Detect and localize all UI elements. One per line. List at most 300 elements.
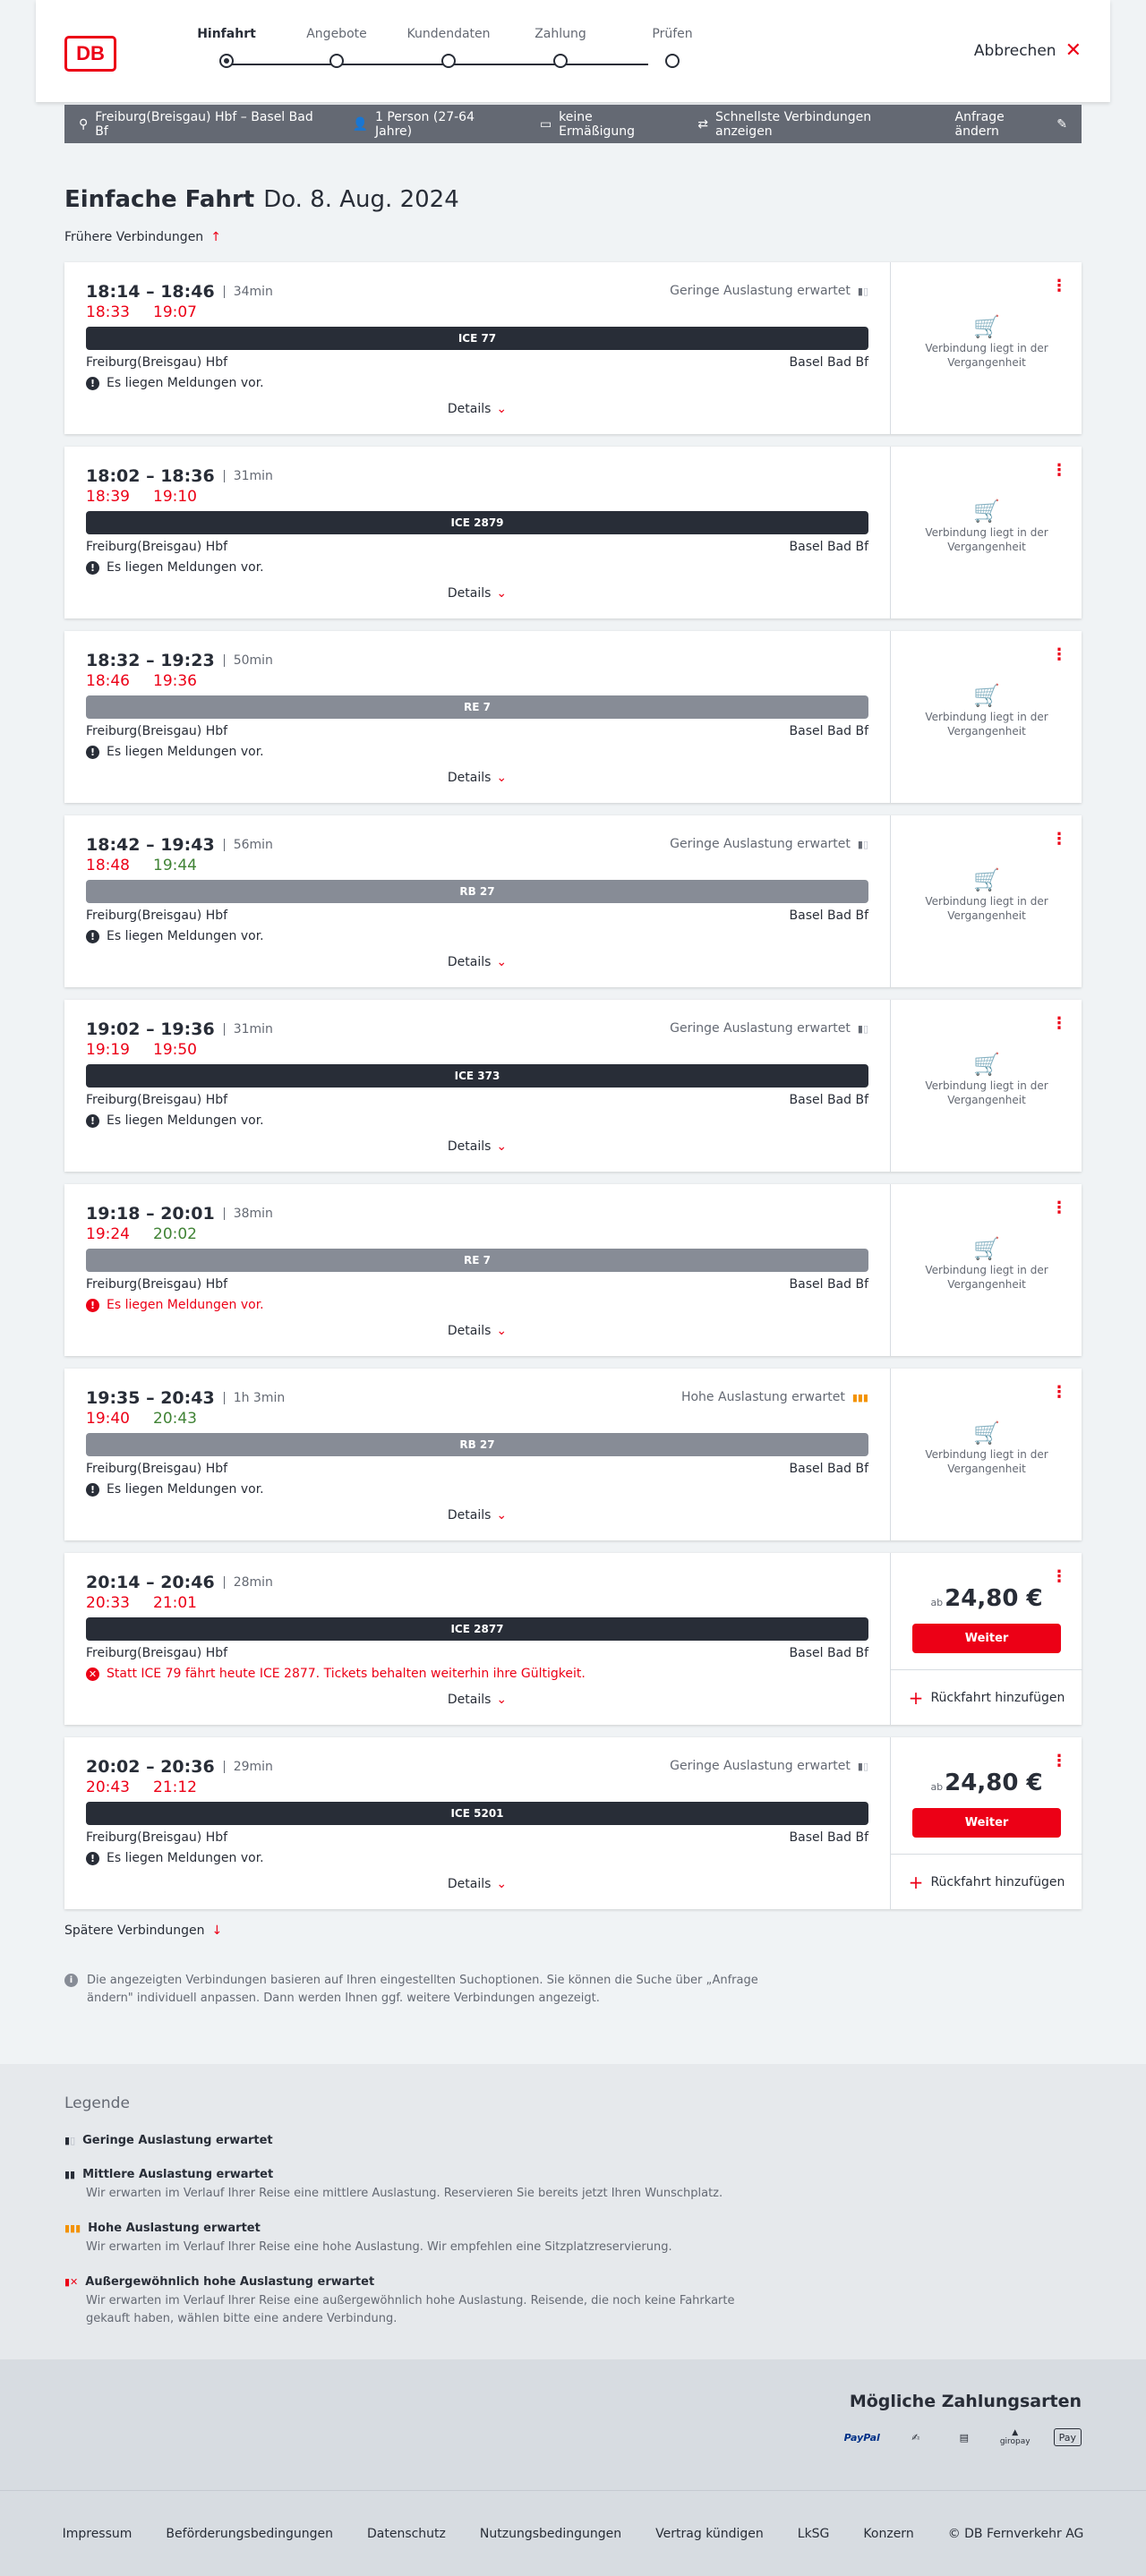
booking-panel	[890, 1000, 1082, 1172]
connection-times	[86, 466, 273, 486]
step-kundendaten[interactable]	[390, 27, 507, 68]
load-text: Hohe Auslastung erwartet	[680, 1390, 845, 1404]
connection-card	[64, 262, 1082, 434]
cancel-circle-icon: ✕	[86, 1668, 99, 1681]
planned-times: 19:02 – 19:36	[86, 1019, 215, 1039]
fastest-text: Schnellste Verbindungen anzeigen	[715, 109, 872, 139]
destination-station: Basel Bad Bf	[789, 724, 868, 738]
alert-icon: !	[86, 377, 99, 390]
connection-details	[64, 1000, 890, 1172]
message-notice	[86, 1851, 264, 1865]
booking-panel	[890, 1553, 1082, 1725]
train-name: ICE 373	[454, 1070, 500, 1082]
earlier-connections-link[interactable]	[64, 230, 221, 244]
realtime-departure: 19:24	[86, 1225, 130, 1243]
stations	[86, 908, 868, 923]
connection-card	[64, 1553, 1082, 1725]
train-bar	[86, 1064, 868, 1088]
cancel-label: Abbrechen	[973, 42, 1056, 60]
continue-button[interactable]: Weiter	[912, 1808, 1061, 1838]
past-connection-note	[891, 1420, 1082, 1476]
train-bar	[86, 327, 868, 350]
connection-times	[86, 835, 273, 855]
footer-link-datenschutz[interactable]: Datenschutz	[366, 2526, 446, 2541]
stations	[86, 1462, 868, 1476]
origin-station: Freiburg(Breisgau) Hbf	[86, 1646, 228, 1660]
details-toggle[interactable]	[64, 771, 890, 785]
connection-details	[64, 447, 890, 618]
destination-station: Basel Bad Bf	[789, 1462, 868, 1476]
train-name: ICE 77	[458, 332, 497, 345]
stations	[86, 1093, 868, 1107]
price-value: 24,80 €	[945, 1770, 1043, 1796]
price	[891, 1585, 1082, 1612]
connection-card	[64, 1000, 1082, 1172]
more-options-icon[interactable]: ⋮	[1051, 830, 1067, 849]
payment-title: Mögliche Zahlungsarten	[849, 2392, 1082, 2411]
connection-card	[64, 1737, 1082, 1909]
realtime-arrival: 19:36	[153, 672, 197, 690]
realtime-arrival: 19:44	[153, 857, 197, 874]
duration: 38min	[224, 1207, 273, 1220]
destination-station: Basel Bad Bf	[789, 1830, 868, 1845]
chevron-down-icon: ⌄	[496, 1324, 508, 1338]
load-indicator	[670, 284, 868, 298]
trip-date: Do. 8. Aug. 2024	[263, 186, 459, 213]
load-text: Geringe Auslastung erwartet	[670, 284, 851, 298]
connection-times	[86, 1573, 273, 1592]
connection-details	[64, 1553, 890, 1725]
price-prefix: ab	[930, 1781, 944, 1793]
train-bar	[86, 1433, 868, 1456]
cancel-button[interactable]	[974, 41, 1082, 61]
message-text: Es liegen Meldungen vor.	[107, 376, 264, 390]
page-title	[64, 186, 459, 213]
origin-station: Freiburg(Breisgau) Hbf	[86, 1462, 228, 1476]
train-bar	[86, 1617, 868, 1641]
duration: 56min	[224, 839, 273, 851]
destination-station: Basel Bad Bf	[789, 1277, 868, 1292]
alert-icon: !	[86, 1483, 99, 1497]
past-connection-note	[891, 499, 1082, 554]
more-options-icon[interactable]: ⋮	[1051, 1198, 1067, 1217]
alert-icon: !	[86, 746, 99, 759]
chevron-down-icon: ⌄	[496, 1139, 508, 1154]
booking-panel	[890, 1369, 1082, 1540]
realtime-departure: 18:46	[86, 672, 130, 690]
connection-card	[64, 447, 1082, 618]
pencil-icon: ✎	[1056, 116, 1067, 132]
chevron-down-icon: ⌄	[496, 771, 508, 785]
details-label: Details	[447, 1508, 492, 1523]
duration: 28min	[224, 1576, 273, 1589]
stations	[86, 355, 868, 370]
apple-pay-icon	[1054, 2428, 1082, 2446]
stations	[86, 540, 868, 554]
step-label: Prüfen	[652, 27, 693, 41]
origin-station: Freiburg(Breisgau) Hbf	[86, 724, 228, 738]
connection-details	[64, 262, 890, 434]
later-label: Spätere Verbindungen	[64, 1923, 205, 1938]
details-toggle[interactable]	[64, 1139, 890, 1154]
load-indicator	[670, 1021, 868, 1036]
past-connection-note	[891, 1236, 1082, 1292]
load-indicator	[670, 837, 868, 851]
past-connection-note	[891, 867, 1082, 923]
message-notice	[86, 1298, 264, 1312]
cart-icon: 🛒	[973, 1236, 1000, 1261]
more-options-icon[interactable]: ⋮	[1051, 1752, 1067, 1770]
details-toggle[interactable]	[64, 1324, 890, 1338]
stations	[86, 1646, 868, 1660]
sepa-icon: ✍	[911, 2431, 920, 2444]
details-toggle[interactable]	[64, 586, 890, 601]
page-footer	[0, 2490, 1146, 2576]
very-high-load-icon: ▮✕	[64, 2276, 79, 2288]
details-toggle[interactable]	[64, 1877, 890, 1891]
duration: 34min	[224, 286, 273, 298]
location-pin-icon: ⚲	[79, 116, 89, 132]
message-text: Es liegen Meldungen vor.	[107, 1482, 264, 1497]
continue-button[interactable]: Weiter	[912, 1624, 1061, 1653]
stations	[86, 1830, 868, 1845]
message-notice	[86, 745, 264, 759]
apple-pay-label: Pay	[1058, 2431, 1076, 2444]
message-text: Es liegen Meldungen vor.	[107, 560, 264, 575]
cart-icon: 🛒	[973, 1420, 1000, 1446]
duration: 31min	[224, 1023, 273, 1036]
giropay-label: giropay	[999, 2437, 1031, 2446]
booking-panel	[890, 447, 1082, 618]
connection-card	[64, 1369, 1082, 1540]
past-connection-note	[891, 683, 1082, 738]
legend-item-title: Geringe Auslastung erwartet	[82, 2134, 273, 2147]
planned-times: 19:18 – 20:01	[86, 1204, 215, 1224]
booking-panel	[890, 815, 1082, 987]
realtime-departure: 19:40	[86, 1410, 130, 1428]
connection-card	[64, 1184, 1082, 1356]
connection-details	[64, 1737, 890, 1909]
add-return-button[interactable]	[891, 1669, 1082, 1725]
details-toggle[interactable]	[64, 955, 890, 969]
step-zahlung[interactable]	[502, 27, 619, 68]
realtime-departure: 20:43	[86, 1778, 130, 1796]
origin-station: Freiburg(Breisgau) Hbf	[86, 540, 228, 554]
origin-station: Freiburg(Breisgau) Hbf	[86, 908, 228, 923]
message-notice	[86, 376, 264, 390]
destination-station: Basel Bad Bf	[789, 1093, 868, 1107]
details-label: Details	[447, 1324, 492, 1338]
past-text: Verbindung liegt in der Vergangenheit	[925, 342, 1048, 369]
cart-icon: 🛒	[973, 683, 1000, 708]
details-toggle[interactable]	[64, 1508, 890, 1523]
realtime-departure: 18:33	[86, 303, 130, 321]
train-bar	[86, 511, 868, 534]
price	[891, 1770, 1082, 1796]
past-text: Verbindung liegt in der Vergangenheit	[925, 526, 1048, 553]
info-icon: i	[64, 1974, 78, 1987]
details-label: Details	[447, 1693, 492, 1707]
swap-icon: ⇄	[697, 116, 708, 132]
card-icon: ▭	[539, 116, 552, 132]
realtime-times	[86, 303, 197, 321]
legend-item-high	[64, 2222, 763, 2256]
train-name: RB 27	[459, 885, 495, 898]
origin-station: Freiburg(Breisgau) Hbf	[86, 355, 228, 370]
realtime-arrival: 19:50	[153, 1041, 197, 1059]
connection-times	[86, 651, 273, 670]
alert-icon: !	[86, 1114, 99, 1128]
footer-link-konzern[interactable]: Konzern	[863, 2526, 914, 2541]
message-notice	[86, 1667, 586, 1681]
details-label: Details	[447, 1877, 492, 1891]
high-load-icon: ▮▮▮	[851, 1391, 868, 1403]
train-bar	[86, 695, 868, 719]
details-toggle[interactable]	[64, 1693, 890, 1707]
details-toggle[interactable]	[64, 402, 890, 416]
low-load-icon: ▮▯	[857, 838, 868, 850]
duration: 50min	[224, 654, 273, 667]
train-name: ICE 2877	[450, 1623, 504, 1635]
alert-icon: !	[86, 561, 99, 575]
cart-icon: 🛒	[973, 499, 1000, 524]
realtime-arrival: 19:07	[153, 303, 197, 321]
load-indicator	[681, 1390, 868, 1404]
low-load-icon: ▮▯	[857, 285, 868, 297]
planned-times: 18:14 – 18:46	[86, 282, 215, 302]
realtime-times	[86, 1778, 197, 1796]
realtime-arrival: 21:12	[153, 1778, 197, 1796]
search-info-note	[64, 1972, 763, 2008]
add-return-label: Rückfahrt hinzufügen	[930, 1874, 1065, 1889]
footer-link-lksg[interactable]: LkSG	[797, 2526, 830, 2541]
route-text: Freiburg(Breisgau) Hbf – Basel Bad Bf	[95, 109, 313, 139]
add-return-button[interactable]	[891, 1854, 1082, 1909]
booking-panel	[890, 1184, 1082, 1356]
train-name: ICE 5201	[450, 1807, 504, 1820]
alert-icon: !	[86, 930, 99, 943]
train-name: ICE 2879	[450, 516, 504, 529]
step-dot	[665, 54, 680, 68]
legend-item-desc: Wir erwarten im Verlauf Ihrer Reise eine außergewöhnlich hohe Auslastung. Reisende, die noch keine Fahrkarte gekauft haben, wählen bitte eine andere Verbindung.	[86, 2294, 735, 2325]
message-text: Es liegen Meldungen vor.	[107, 929, 264, 943]
past-text: Verbindung liegt in der Vergangenheit	[925, 895, 1048, 922]
connection-times	[86, 1757, 273, 1777]
load-text: Geringe Auslastung erwartet	[670, 1759, 851, 1773]
info-text: Die angezeigten Verbindungen basieren auf Ihren eingestellten Suchoptionen. Sie können die Suche über „Anfrage ändern" individuell anpassen. Dann werden Ihnen ggf. weitere Verbindungen angezeigt.	[87, 1974, 758, 2005]
message-notice	[86, 929, 264, 943]
destination-station: Basel Bad Bf	[789, 355, 868, 370]
route-info	[79, 110, 324, 139]
legend-item-very-high	[64, 2275, 763, 2328]
past-text: Verbindung liegt in der Vergangenheit	[925, 1079, 1048, 1106]
footer-link-vertrag-kuendigen[interactable]: Vertrag kündigen	[655, 2526, 764, 2541]
train-bar	[86, 1802, 868, 1825]
message-text: Es liegen Meldungen vor.	[107, 1851, 264, 1865]
more-options-icon[interactable]: ⋮	[1051, 277, 1067, 295]
booking-panel	[890, 262, 1082, 434]
add-return-label: Rückfahrt hinzufügen	[930, 1690, 1065, 1705]
realtime-times	[86, 1410, 197, 1428]
connection-times	[86, 1388, 285, 1408]
legend-item-low	[64, 2134, 763, 2147]
load-indicator	[670, 1759, 868, 1773]
cart-icon: 🛒	[973, 314, 1000, 339]
low-load-icon: ▮▯	[857, 1760, 868, 1772]
train-name: RE 7	[464, 1254, 491, 1267]
stations	[86, 1277, 868, 1292]
fastest-toggle[interactable]	[697, 110, 926, 139]
step-label: Angebote	[306, 27, 367, 41]
progress-steps	[179, 27, 693, 81]
planned-times: 19:35 – 20:43	[86, 1388, 215, 1408]
step-angebote[interactable]	[278, 27, 395, 68]
persons-text: 1 Person (27-64 Jahre)	[375, 109, 475, 139]
legend-title: Legende	[64, 2094, 130, 2112]
footer-link-nutzungsbedingungen[interactable]: Nutzungsbedingungen	[479, 2526, 622, 2541]
step-hinfahrt[interactable]	[168, 27, 285, 68]
message-text: Es liegen Meldungen vor.	[107, 1113, 264, 1128]
realtime-arrival: 19:10	[153, 488, 197, 506]
connection-details	[64, 631, 890, 803]
duration: 31min	[224, 470, 273, 482]
db-logo[interactable]: DB	[64, 36, 116, 72]
more-options-icon[interactable]: ⋮	[1051, 1567, 1067, 1586]
details-label: Details	[447, 586, 492, 601]
legend-item-title: Hohe Auslastung erwartet	[88, 2222, 261, 2235]
connection-times	[86, 1204, 273, 1224]
connection-times	[86, 1019, 273, 1039]
credit-card-icon: ▤	[959, 2431, 970, 2444]
persons-info	[353, 110, 511, 139]
realtime-times	[86, 672, 197, 690]
chevron-down-icon: ⌄	[496, 1508, 508, 1523]
payment-icons	[844, 2426, 1082, 2449]
connection-details	[64, 1369, 890, 1540]
message-text: Statt ICE 79 fährt heute ICE 2877. Tickets behalten weiterhin ihre Gültigkeit.	[107, 1667, 586, 1681]
giropay-icon: ▲ giropay	[999, 2428, 1031, 2446]
message-notice	[86, 1113, 264, 1128]
footer-link-befoerderungsbedingungen[interactable]: Beförderungsbedingungen	[166, 2526, 333, 2541]
change-request-button[interactable]	[955, 110, 1067, 139]
discount-info	[540, 110, 669, 139]
page-header	[36, 0, 1110, 102]
chevron-down-icon: ⌄	[496, 402, 508, 416]
past-connection-note	[891, 1052, 1082, 1107]
train-bar	[86, 1249, 868, 1272]
planned-times: 18:42 – 19:43	[86, 835, 215, 855]
message-notice	[86, 1482, 264, 1497]
cart-icon: 🛒	[973, 867, 1000, 892]
origin-station: Freiburg(Breisgau) Hbf	[86, 1093, 228, 1107]
details-label: Details	[447, 955, 492, 969]
arrow-down-icon: ↓	[211, 1923, 223, 1938]
step-label: Kundendaten	[406, 27, 491, 41]
realtime-arrival: 20:02	[153, 1225, 197, 1243]
legend-item-title: Außergewöhnlich hohe Auslastung erwartet	[85, 2275, 375, 2289]
realtime-arrival: 20:43	[153, 1410, 197, 1428]
plus-icon: +	[908, 1871, 924, 1893]
person-icon: 👤	[352, 116, 368, 132]
duration: 29min	[224, 1761, 273, 1773]
step-label: Zahlung	[535, 27, 586, 41]
earlier-label: Frühere Verbindungen	[64, 230, 204, 244]
details-label: Details	[447, 1139, 492, 1154]
destination-station: Basel Bad Bf	[789, 1646, 868, 1660]
step-dot	[553, 54, 568, 68]
legend-item-medium	[64, 2168, 763, 2203]
chevron-down-icon: ⌄	[496, 1877, 508, 1891]
realtime-times	[86, 857, 197, 874]
more-options-icon[interactable]: ⋮	[1051, 1383, 1067, 1402]
realtime-departure: 18:48	[86, 857, 130, 874]
planned-times: 20:14 – 20:46	[86, 1573, 215, 1592]
legend-item-title: Mittlere Auslastung erwartet	[82, 2168, 274, 2181]
more-options-icon[interactable]: ⋮	[1051, 461, 1067, 480]
realtime-arrival: 21:01	[153, 1594, 197, 1612]
plus-icon: +	[908, 1686, 924, 1709]
destination-station: Basel Bad Bf	[789, 908, 868, 923]
price-prefix: ab	[930, 1597, 944, 1608]
past-connection-note	[891, 314, 1082, 370]
message-notice	[86, 560, 264, 575]
past-text: Verbindung liegt in der Vergangenheit	[925, 1264, 1048, 1291]
later-connections-link[interactable]	[64, 1923, 222, 1938]
close-icon: ✕	[1065, 39, 1082, 62]
booking-panel	[890, 1737, 1082, 1909]
realtime-departure: 20:33	[86, 1594, 130, 1612]
low-load-icon: ▮▯	[64, 2135, 76, 2146]
realtime-departure: 19:19	[86, 1041, 130, 1059]
connection-details	[64, 815, 890, 987]
destination-station: Basel Bad Bf	[789, 540, 868, 554]
legend-item-desc: Wir erwarten im Verlauf Ihrer Reise eine mittlere Auslastung. Reservieren Sie bereits jetzt Ihren Wunschplatz.	[86, 2187, 723, 2200]
chevron-down-icon: ⌄	[496, 955, 508, 969]
more-options-icon[interactable]: ⋮	[1051, 1014, 1067, 1033]
footer-copyright[interactable]: © DB Fernverkehr AG	[947, 2526, 1084, 2541]
train-name: RB 27	[459, 1438, 495, 1451]
step-dot	[219, 54, 234, 68]
realtime-times	[86, 1594, 197, 1612]
connection-times	[86, 282, 273, 302]
step-dot	[441, 54, 456, 68]
message-text: Es liegen Meldungen vor.	[107, 745, 264, 759]
high-load-icon: ▮▮▮	[64, 2222, 81, 2234]
details-label: Details	[447, 771, 492, 785]
footer-link-impressum[interactable]: Impressum	[62, 2526, 133, 2541]
chevron-down-icon: ⌄	[496, 1693, 508, 1707]
connection-details	[64, 1184, 890, 1356]
realtime-departure: 18:39	[86, 488, 130, 506]
origin-station: Freiburg(Breisgau) Hbf	[86, 1277, 228, 1292]
planned-times: 18:32 – 19:23	[86, 651, 215, 670]
past-text: Verbindung liegt in der Vergangenheit	[925, 711, 1048, 738]
medium-load-icon: ▮▮	[64, 2169, 76, 2180]
legend-item-desc: Wir erwarten im Verlauf Ihrer Reise eine hohe Auslastung. Wir empfehlen eine Sitzplatzreservierung.	[86, 2240, 672, 2254]
trip-type: Einfache Fahrt	[64, 186, 255, 213]
alert-icon: !	[86, 1852, 99, 1865]
legend-section	[0, 2064, 1146, 2359]
search-summary-bar	[64, 105, 1082, 143]
duration: 1h 3min	[224, 1392, 286, 1404]
past-text: Verbindung liegt in der Vergangenheit	[925, 1448, 1048, 1475]
realtime-times	[86, 1225, 197, 1243]
more-options-icon[interactable]: ⋮	[1051, 645, 1067, 664]
low-load-icon: ▮▯	[857, 1022, 868, 1035]
step-pruefen[interactable]	[614, 27, 731, 68]
realtime-times	[86, 488, 197, 506]
planned-times: 18:02 – 18:36	[86, 466, 215, 486]
